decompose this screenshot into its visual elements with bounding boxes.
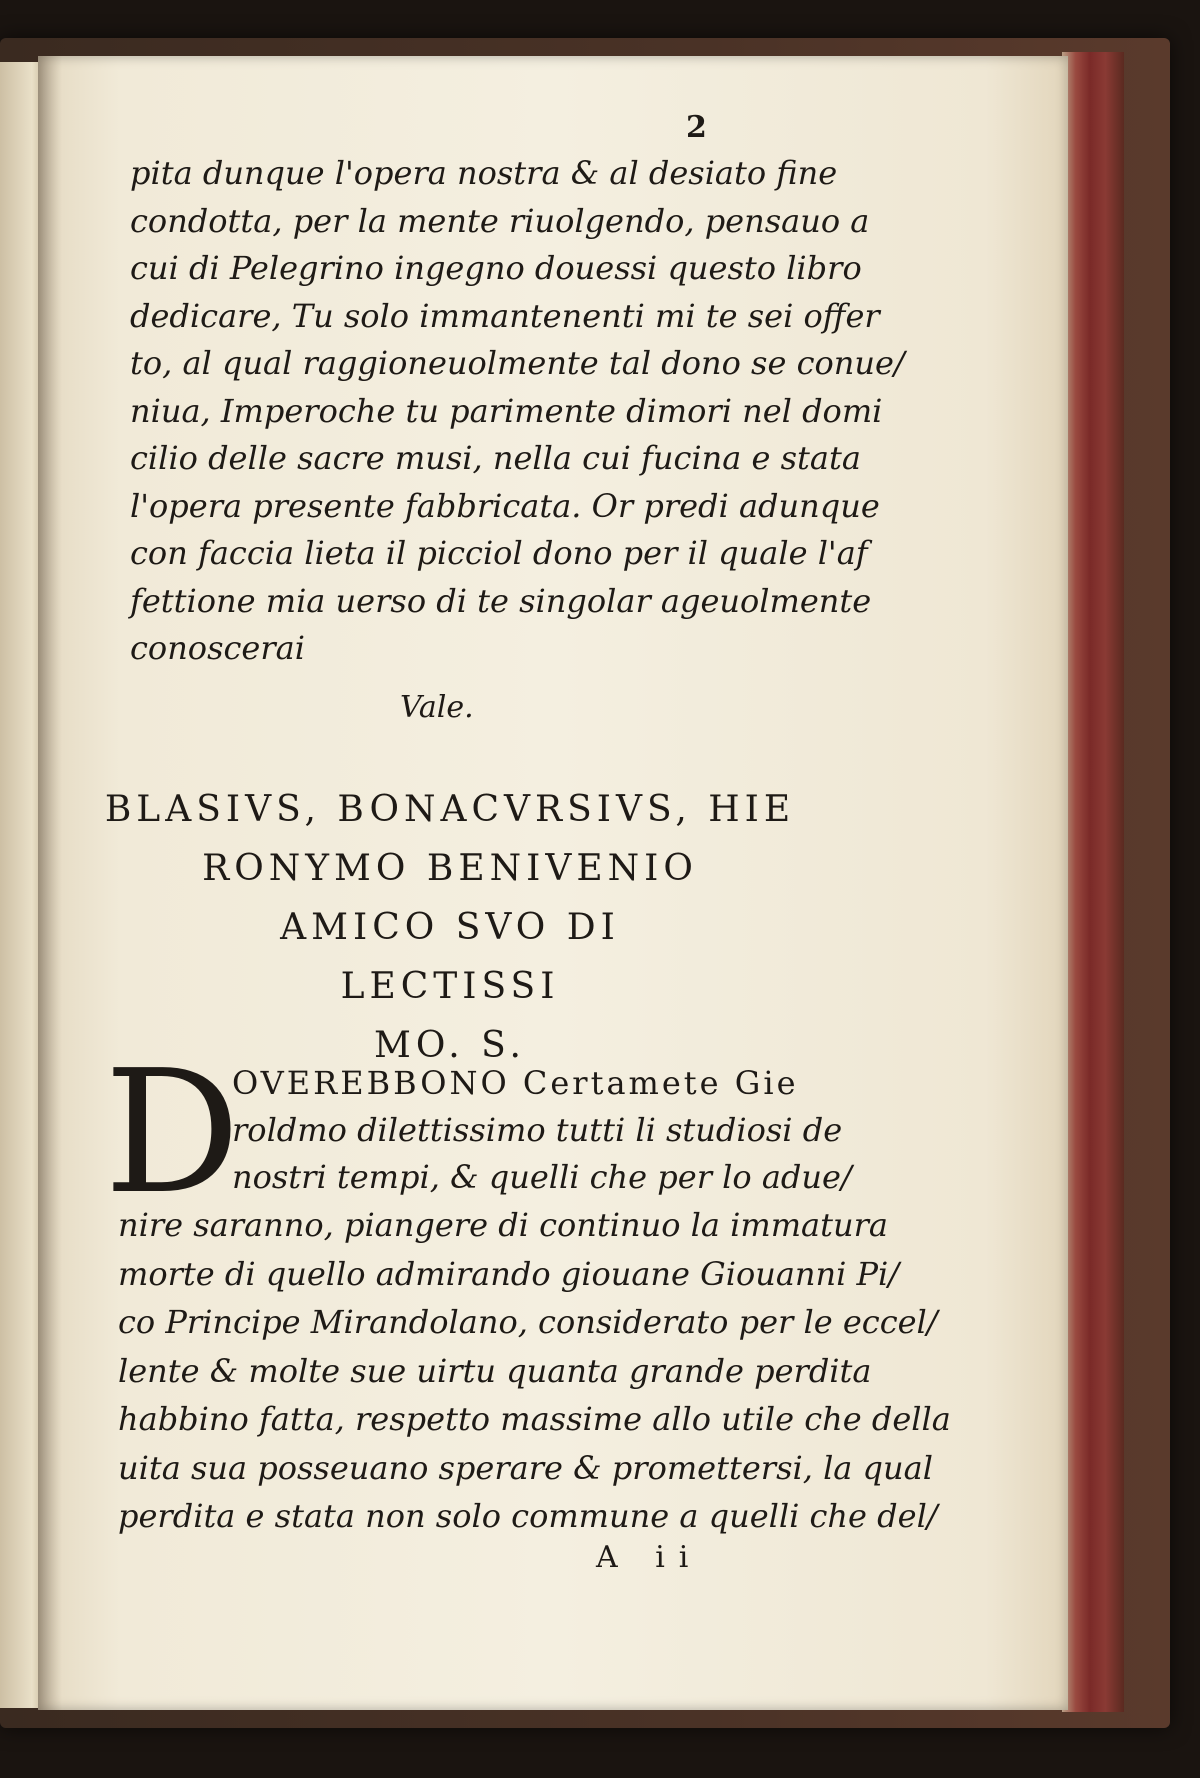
text-line: habbino fatta, respetto massime allo utile che della [118,1400,951,1438]
page-gutter-shadow [38,56,62,1710]
page-number: 2 [686,110,707,145]
page-edges [1062,52,1124,1712]
signature-mark: A ii [596,1540,703,1575]
text-line: fettione mia uerso di te singolar ageuolmente [130,581,872,620]
text-line: to, al qual raggioneuolmente tal dono se conue/ [130,344,905,382]
text-line: cilio delle sacre musi, nella cui fucina e stata [130,439,861,477]
text-line: nire saranno, piangere di continuo la immatura [118,1206,888,1244]
heading-line: AMICO SVO DI [280,907,620,948]
section-heading [90,780,810,1075]
text-line: cui di Pelegrino ingegno douessi questo libro [130,249,862,287]
text-line: perdita e stata non solo commune a quelli che del/ [118,1497,938,1535]
text-line: conoscerai [130,629,305,667]
text-line: con faccia lieta il picciol dono per il quale l'af [130,534,868,572]
text-line: condotta, per la mente riuolgendo, pensauo a [130,201,870,240]
heading-line: BLASIVS, BONACVRSIVS, HIE [104,789,796,830]
text-line: l'opera presente fabbricata. Or predi adunque [130,486,880,525]
text-line: morte di quello admirando giouane Giouanni Pi/ [118,1254,900,1293]
drop-cap-initial: D [104,1034,241,1232]
letter-body [118,1201,951,1541]
text-line: dedicare, Tu solo immantenenti mi te sei offer [130,296,880,335]
previous-page-edge [0,62,40,1708]
text-line: OVEREBBONO Certamete Gie [232,1064,799,1102]
text-line: lente & molte sue uirtu quanta grande perdita [118,1351,872,1390]
letter-opening [232,1060,852,1201]
text-line: niua, Imperoche tu parimente dimori nel domi [130,391,883,430]
text-line: nostri tempi, & quelli che per lo adue/ [232,1158,852,1196]
dedication-text [130,150,905,673]
heading-line: RONYMO BENIVENIO [202,848,698,889]
text-line: pita dunque l'opera nostra & al desiato fine [130,154,838,192]
heading-line: LECTISSI [340,966,560,1007]
text-line: uita sua posseuano sperare & promettersi, la qual [118,1448,933,1487]
text-line: co Principe Mirandolano, considerato per le eccel/ [118,1303,938,1341]
text-line: roldmo dilettissimo tutti li studiosi de [232,1111,843,1149]
closing-vale: Vale. [400,690,474,725]
heading-line: MO. S. [374,1025,526,1066]
